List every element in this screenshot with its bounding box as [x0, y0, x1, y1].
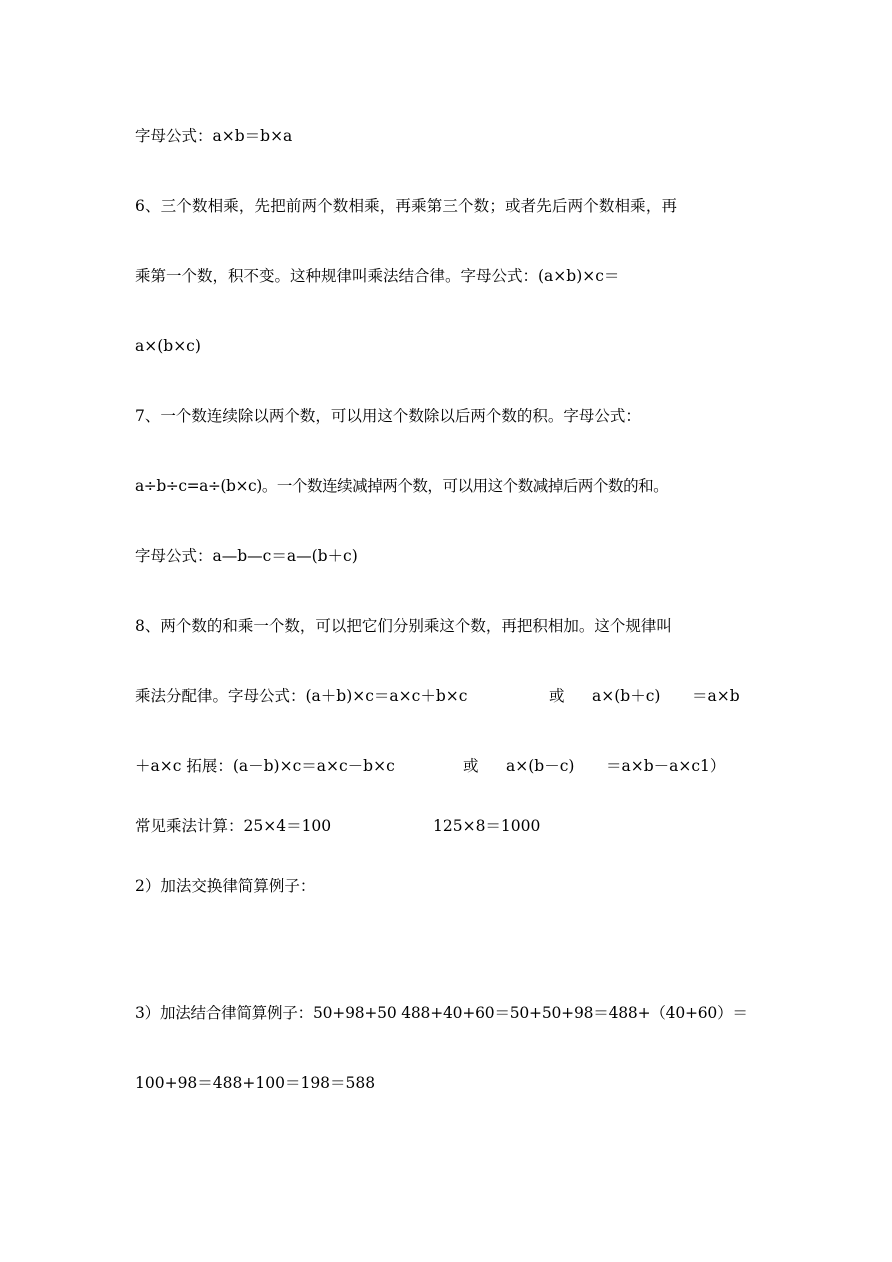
formula-text: a×(b＋c) [592, 687, 661, 705]
or-text: 或 [463, 757, 479, 775]
text-line: 字母公式：a—b—c＝a—(b＋c) [135, 547, 358, 565]
formula-text: ＋a×c 拓展：(a－b)×c＝a×c－b×c [135, 757, 395, 775]
multiplication-line [135, 816, 635, 836]
text-line: 乘第一个数，积不变。这种规律叫乘法结合律。字母公式：(a×b)×c＝ [135, 267, 620, 285]
formula-text: 乘法分配律。字母公式：(a＋b)×c＝a×c＋b×c [135, 687, 468, 705]
text-line: 字母公式：a×b＝b×a [135, 127, 293, 145]
or-text: 或 [549, 687, 565, 705]
text-line: a÷b÷c=a÷(b×c)。一个数连续减掉两个数，可以用这个数减掉后两个数的和。 [135, 477, 669, 495]
formula-text: 常见乘法计算：25×4＝100 [135, 817, 332, 835]
formula-text: a×(b－c) [506, 757, 575, 775]
formula-text: 125×8＝1000 [433, 817, 541, 835]
text-line: 100+98＝488+100＝198＝588 [135, 1074, 376, 1092]
extension-line [135, 756, 765, 776]
text-line: 6、三个数相乘，先把前两个数相乘，再乘第三个数；或者先后两个数相乘，再 [135, 197, 678, 215]
text-line: 8、两个数的和乘一个数，可以把它们分别乘这个数，再把积相加。这个规律叫 [135, 617, 672, 635]
formula-text: ＝a×b－a×c1） [606, 757, 726, 775]
text-line: 3）加法结合律简算例子：50+98+50 488+40+60＝50+50+98＝488+（40+60）＝ [135, 1004, 748, 1022]
text-line: a×(b×c) [135, 337, 201, 355]
distributive-law-line [135, 686, 765, 706]
text-line: 7、一个数连续除以两个数，可以用这个数除以后两个数的积。字母公式： [135, 407, 641, 425]
formula-text: ＝a×b [692, 687, 740, 705]
text-line: 2）加法交换律简算例子： [135, 877, 316, 895]
